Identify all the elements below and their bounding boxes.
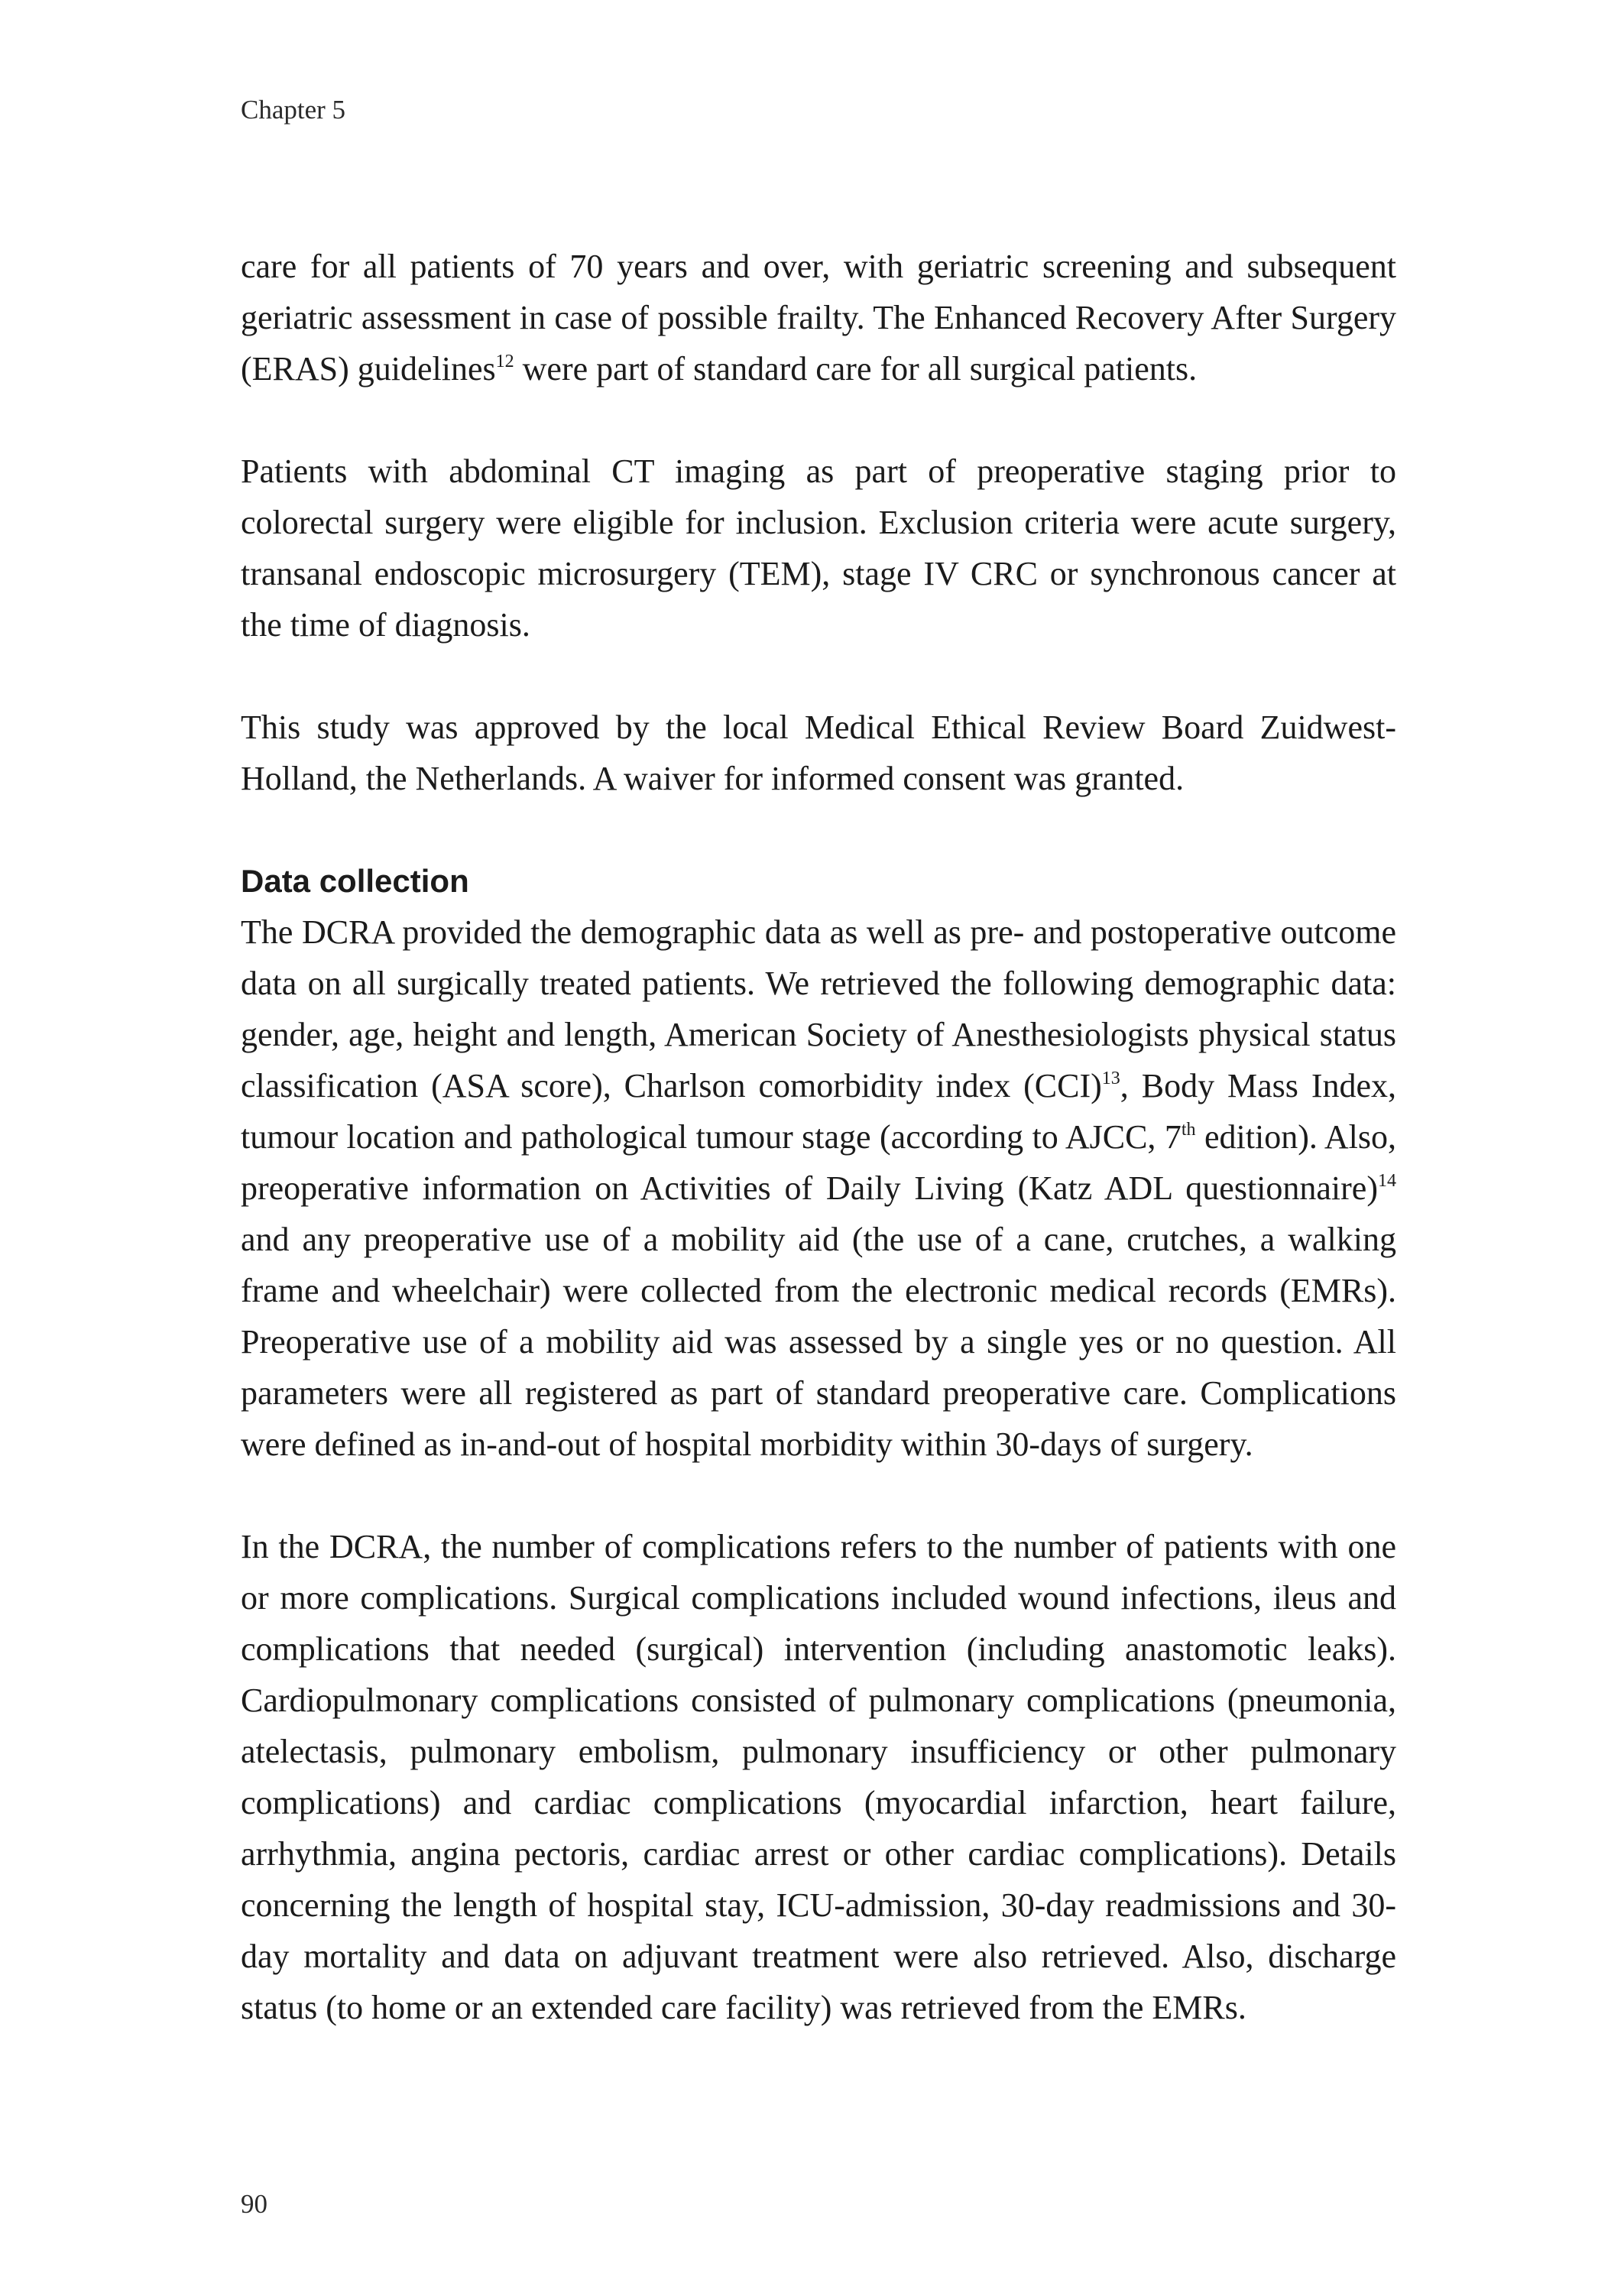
ordinal-suffix: th <box>1181 1120 1196 1140</box>
paragraph-data-collection-text-3: edition). Also, preoperative information on Activities of Daily Living (Katz ADL questionnaire) <box>241 1118 1396 1207</box>
page-number: 90 <box>241 2189 267 2219</box>
section-heading-data-collection: Data collection <box>241 863 469 899</box>
paragraph-eras-text-1: care for all patients of 70 years and over, with geriatric screening and subsequent geriatric assessment in case of possible frailty. The Enhanced Recovery After Surgery (ERAS) guidelines <box>241 248 1396 388</box>
running-head: Chapter 5 <box>241 95 346 125</box>
paragraph-eras <box>241 241 1396 394</box>
reference-13: 13 <box>1101 1069 1120 1088</box>
paragraph-data-collection <box>241 906 1396 1470</box>
paragraph-inclusion-criteria: Patients with abdominal CT imaging as part of preoperative staging prior to colorectal surgery were eligible for inclusion. Exclusion criteria were acute surgery, transanal endoscopic microsurgery (TEM), stage IV CRC or synchronous cancer at the time of diagnosis. <box>241 452 1396 644</box>
reference-14: 14 <box>1378 1171 1396 1191</box>
reference-12: 12 <box>495 352 514 371</box>
body-text <box>241 241 1396 2033</box>
paragraph-eras-text-2: were part of standard care for all surgical patients. <box>514 350 1198 388</box>
paragraph-data-collection-text-1: The DCRA provided the demographic data as well as pre- and postoperative outcome data on all surgically treated patients. We retrieved the following demographic data: gender, age, height and length, American Society of Anesthesiologists physical status classification (ASA score), Charlson comorbidity index (CCI) <box>241 913 1396 1104</box>
paragraph-data-collection-text-2: , Body Mass Index, tumour location and pathological tumour stage (according to AJCC, 7 <box>241 1067 1397 1156</box>
paragraph-data-collection-text-4: and any preoperative use of a mobility aid (the use of a cane, crutches, a walking frame and wheelchair) were collected from the electronic medical records (EMRs). Preoperative use of a mobility aid was assessed by a single yes or no question. All parameters were all registered as part of standard preoperative care. Complications were defined as in-and-out of hospital morbidity within 30-days of surgery. <box>241 1221 1396 1463</box>
paragraph-ethics-approval: This study was approved by the local Medical Ethical Review Board Zuidwest-Holland, the Netherlands. A waiver for informed consent was granted. <box>241 709 1396 797</box>
paragraph-complications: In the DCRA, the number of complications refers to the number of patients with one or more complications. Surgical complications included wound infections, ileus and complications that needed (surgical) intervention (including anastomotic leaks). Cardiopulmonary complications consisted of pulmonary complications (pneumonia, atelectasis, pulmonary embolism, pulmonary insufficiency or other pulmonary complications) and cardiac complications (myocardial infarction, heart failure, arrhythmia, angina pectoris, cardiac arrest or other cardiac complications). Details concerning the length of hospital stay, ICU-admission, 30-day readmissions and 30-day mortality and data on adjuvant treatment were also retrieved. Also, discharge status (to home or an extended care facility) was retrieved from the EMRs. <box>241 1528 1396 2026</box>
